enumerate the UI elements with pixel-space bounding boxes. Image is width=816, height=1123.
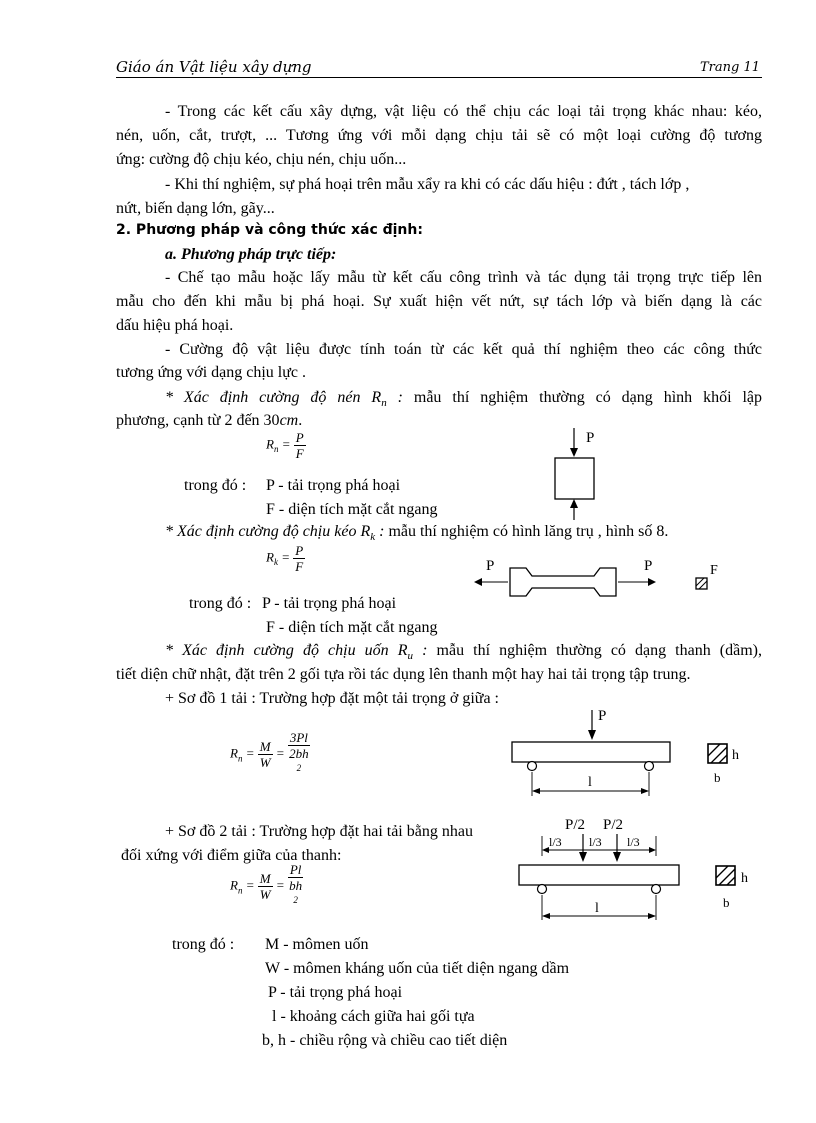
compression-symbol: $R_n$ : bbox=[371, 389, 403, 410]
compression-intro-label: * Xác định cường độ nén bbox=[165, 389, 361, 406]
header-page-number: Trang 11 bbox=[699, 60, 760, 75]
paragraph-line: - Cường độ vật liệu được tính toán từ các kết quả thí nghiệm theo các công thức bbox=[165, 341, 762, 358]
compression-load-label: P bbox=[586, 430, 595, 446]
tension-where-f: F - diện tích mặt cắt ngang bbox=[266, 619, 438, 636]
header-rule bbox=[116, 77, 762, 78]
compression-where-f: F - diện tích mặt cắt ngang bbox=[266, 501, 438, 518]
legend-item: W - mômen kháng uốn của tiết diện ngang dầm bbox=[265, 960, 570, 977]
formula-denominator: F bbox=[295, 559, 304, 574]
compression-formula: $R_n$ = $\frac{P}{F}$ bbox=[266, 430, 304, 461]
paragraph-line: ứng: cường độ chịu kéo, chịu nén, chịu uốn... bbox=[116, 151, 407, 168]
tension-section-label: F bbox=[710, 563, 718, 578]
paragraph-line: - Trong các kết cấu xây dựng, vật liệu có thể chịu các loại tải trọng khác nhau: kéo, bbox=[165, 103, 762, 120]
tension-load-left: P bbox=[486, 558, 495, 574]
bending-d2-third-3: l/3 bbox=[627, 835, 640, 849]
paragraph-line: - Khi thí nghiệm, sự phá hoại trên mẫu xẩy ra khi có các dấu hiệu : đứt , tách lớp , bbox=[165, 176, 690, 193]
paragraph-line: - Chế tạo mẫu hoặc lấy mẫu từ kết cấu công trình và tác dụng tải trọng trực tiếp lên bbox=[165, 269, 762, 286]
bending-formula-1: $R_n$ = $\frac{M}{W}$ = 3Pl 2bh $^2$ bbox=[230, 730, 309, 773]
compression-intro-rest: mẫu thí nghiệm thường có dạng hình khối lập bbox=[402, 389, 763, 406]
paragraph-line: tương ứng với dạng chịu lực . bbox=[116, 364, 307, 381]
section-title: 2. Phương pháp và công thức xác định: bbox=[116, 222, 423, 238]
bending-scheme2-line2: đối xứng với điểm giữa của thanh: bbox=[121, 847, 342, 864]
bending-intro-line2: tiết diện chữ nhật, đặt trên 2 gối tựa rồi tác dụng lên thanh một hay hai tải trọng tập trung. bbox=[116, 666, 691, 683]
bending-intro: * Xác định cường độ chịu uốn $R_u$ : mẫu thí nghiệm thường có dạng thanh (dầm), bbox=[165, 642, 763, 663]
compression-where-p: P - tải trọng phá hoại bbox=[266, 477, 401, 494]
header-title: Giáo án Vật liệu xây dựng bbox=[116, 58, 312, 76]
paragraph-line: nứt, biến dạng lớn, gãy... bbox=[116, 200, 275, 217]
bending-d1-span: l bbox=[588, 775, 592, 790]
compression-diagram bbox=[540, 424, 620, 524]
bending-formula-2: $R_n$ = $\frac{M}{W}$ = Pl bh $^2$ bbox=[230, 862, 303, 905]
legend-item: M - mômen uốn bbox=[265, 936, 369, 953]
tension-where-p: P - tải trọng phá hoại bbox=[262, 595, 397, 612]
compression-where-label: trong đó : bbox=[184, 477, 247, 494]
formula-numerator: P bbox=[295, 543, 304, 558]
bending-d1-h: h bbox=[732, 748, 739, 763]
bending-d2-load-left: P/2 bbox=[565, 817, 586, 833]
paragraph-line: nén, uốn, cắt, trượt, ... Tương ứng với mỗi dạng chịu tải sẽ có một loại cường độ tương bbox=[116, 127, 762, 144]
bending-diagram-1 bbox=[500, 700, 760, 806]
bending-d1-load: P bbox=[598, 708, 607, 724]
bending-d2-h: h bbox=[741, 871, 748, 886]
bending-scheme2-line1: + Sơ đồ 2 tải : Trường hợp đặt hai tải bằng nhau bbox=[165, 823, 473, 840]
paragraph-line: mẫu cho đến khi mẫu bị phá hoại. Sự xuất hiện vết nứt, sự tách lớp và biến dạng là các bbox=[116, 293, 762, 310]
bending-d2-b: b bbox=[723, 895, 730, 910]
tension-intro: * Xác định cường độ chịu kéo $R_k$ : mẫu thí nghiệm có hình lăng trụ , hình số 8. bbox=[165, 523, 669, 544]
tension-where-label: trong đó : bbox=[189, 595, 252, 612]
formula-denominator: F bbox=[295, 446, 304, 461]
legend-item: b, h - chiều rộng và chiều cao tiết diện bbox=[262, 1032, 508, 1049]
formula-numerator: P bbox=[295, 430, 304, 445]
bending-scheme1: + Sơ đồ 1 tải : Trường hợp đặt một tải trọng ở giữa : bbox=[165, 690, 499, 707]
tension-diagram bbox=[470, 554, 730, 604]
bending-d2-third-1: l/3 bbox=[549, 835, 562, 849]
bending-diagram-2 bbox=[505, 812, 765, 922]
tension-load-right: P bbox=[644, 558, 653, 574]
paragraph-line: dấu hiệu phá hoại. bbox=[116, 317, 234, 334]
legend-label: trong đó : bbox=[172, 936, 235, 953]
bending-d2-third-2: l/3 bbox=[589, 835, 602, 849]
compression-intro-line2: phương, cạnh từ 2 đến 30cm. bbox=[116, 412, 303, 429]
tension-formula: $R_k$ = $\frac{P}{F}$ bbox=[266, 543, 304, 574]
bending-d1-b: b bbox=[714, 770, 721, 785]
subsection-title: a. Phương pháp trực tiếp: bbox=[165, 246, 337, 263]
legend-item: P - tải trọng phá hoại bbox=[268, 984, 403, 1001]
bending-d2-load-right: P/2 bbox=[603, 817, 624, 833]
legend-item: l - khoảng cách giữa hai gối tựa bbox=[272, 1008, 475, 1025]
bending-d2-span: l bbox=[595, 901, 599, 916]
